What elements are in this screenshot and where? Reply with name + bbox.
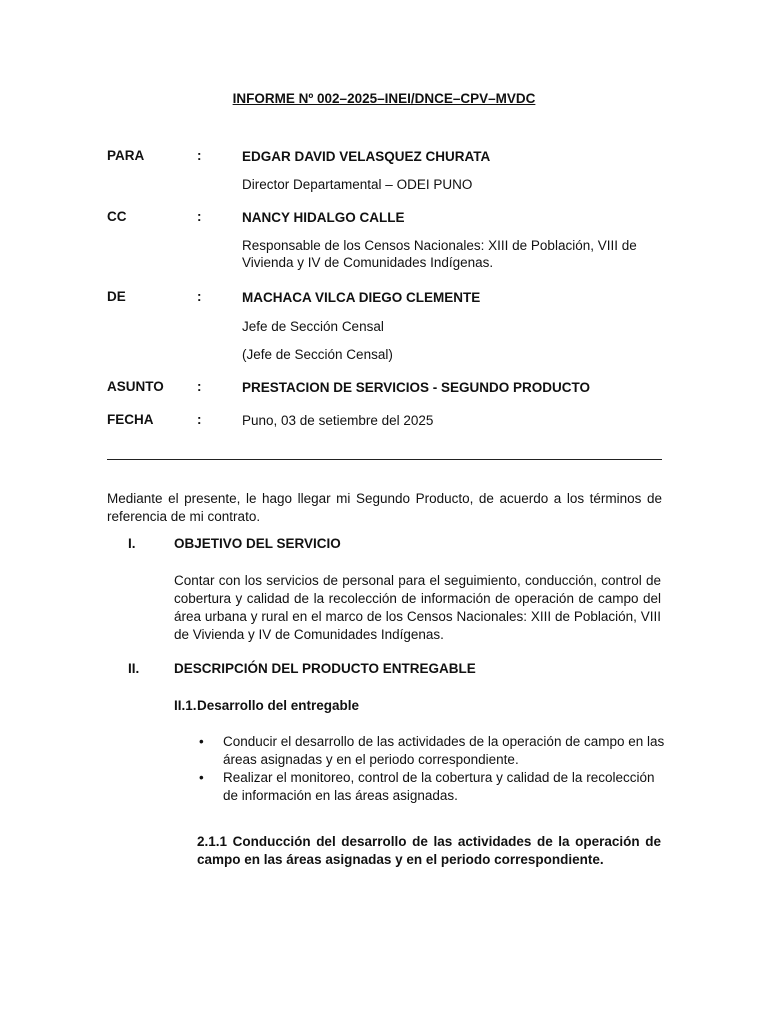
bullet-text: Conducir el desarrollo de las actividades de la operación de campo en las áreas asignadas y en el periodo correspondiente. xyxy=(223,734,665,767)
subsection-title: Desarrollo del entregable xyxy=(197,698,360,713)
list-item xyxy=(199,769,669,805)
header-value-cc-role: Responsable de los Censos Nacionales: XIII de Población, VIII de Vivienda y IV de Comunidades Indígenas. xyxy=(242,238,637,270)
header-value-cc-name: NANCY HIDALGO CALLE xyxy=(242,210,405,225)
section-2-title: DESCRIPCIÓN DEL PRODUCTO ENTREGABLE xyxy=(174,661,476,676)
header-value-fecha: Puno, 03 de setiembre del 2025 xyxy=(242,413,434,428)
header-colon: : xyxy=(197,289,202,304)
subsection-number: II.1. xyxy=(174,698,197,713)
header-colon: : xyxy=(197,379,202,394)
bullet-icon: • xyxy=(199,734,204,749)
report-title: INFORME Nº 002–2025–INEI/DNCE–CPV–MVDC xyxy=(232,91,536,106)
bullet-icon: • xyxy=(199,770,204,785)
deliverable-bullet-list xyxy=(199,733,669,805)
bullet-text: Realizar el monitoreo, control de la cobertura y calidad de la recolección de información en las áreas asignadas. xyxy=(223,770,655,803)
section-1-number: I. xyxy=(128,536,136,551)
header-value-para-role: Director Departamental – ODEI PUNO xyxy=(242,177,473,192)
header-value-de-role2: (Jefe de Sección Censal) xyxy=(242,347,393,362)
header-label-cc: CC xyxy=(107,209,127,224)
header-value-de-role: Jefe de Sección Censal xyxy=(242,319,384,334)
header-colon: : xyxy=(197,209,202,224)
header-label-para: PARA xyxy=(107,148,145,163)
section-1-title: OBJETIVO DEL SERVICIO xyxy=(174,536,341,551)
header-label-fecha: FECHA xyxy=(107,412,154,427)
header-colon: : xyxy=(197,148,202,163)
header-value-de-name: MACHACA VILCA DIEGO CLEMENTE xyxy=(242,290,481,305)
list-item xyxy=(199,733,669,769)
subsection-2-1-1-heading: 2.1.1 Conducción del desarrollo de las actividades de la operación de campo en las áreas asignadas y en el periodo correspondiente. xyxy=(197,834,661,867)
section-2-number: II. xyxy=(128,661,140,676)
separator-line xyxy=(107,459,662,460)
header-value-para-name: EDGAR DAVID VELASQUEZ CHURATA xyxy=(242,149,491,164)
intro-paragraph: Mediante el presente, le hago llegar mi Segundo Producto, de acuerdo a los términos de referencia de mi contrato. xyxy=(107,491,662,524)
header-label-de: DE xyxy=(107,289,126,304)
header-value-asunto: PRESTACION DE SERVICIOS - SEGUNDO PRODUCTO xyxy=(242,380,591,395)
section-1-body: Contar con los servicios de personal para el seguimiento, conducción, control de cobertura y calidad de la recolección de información de operación de campo del área urbana y rural en el marco de los Censos Nacionales: XIII de Población, VIII de Vivienda y IV de Comunidades Indígenas. xyxy=(174,573,661,642)
header-colon: : xyxy=(197,412,202,427)
header-label-asunto: ASUNTO xyxy=(107,379,164,394)
